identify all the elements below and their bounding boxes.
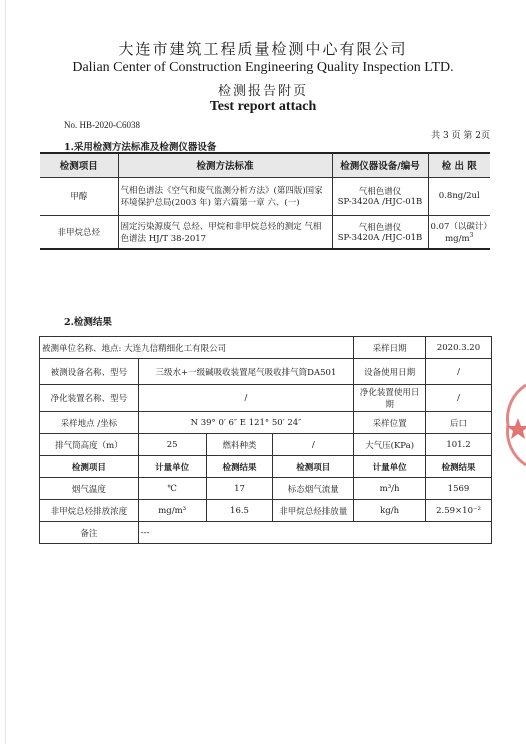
unit-label: 被测单位名称、地点: [42, 343, 122, 354]
sample-date-label: 采样日期 [354, 337, 426, 359]
col-header-item: 检测项目 [40, 153, 118, 177]
purifier-date-label: 净化装置使用日期 [354, 385, 426, 412]
result-value: 1569 [426, 478, 492, 500]
method-standard: 气相色谱法《空气和废气监测分析方法》(第四版)国家环境保护总局(2003 年) 第六篇第一章 六、(一) [118, 177, 332, 215]
method-limit-cell [428, 215, 490, 249]
purifier-date-value: / [426, 385, 492, 412]
results-height-row [40, 434, 492, 456]
limit-unit-sup: 3 [469, 231, 474, 239]
section2-title: 2.检测结果 [64, 317, 112, 328]
method-item: 甲醇 [40, 177, 118, 215]
result-col-header: 检测项目 [273, 456, 354, 478]
site-value: N 39° 0′ 6″ E 121° 50′ 24″ [138, 412, 353, 434]
result-col-header: 检测结果 [206, 456, 273, 478]
result-item: 非甲烷总烃排放浓度 [40, 500, 139, 522]
method-instrument: 气相色谱仪 SP-3420A /HJC-01B [332, 215, 428, 249]
device-date-label: 设备使用日期 [354, 359, 426, 385]
results-header-row [40, 456, 492, 478]
position-value: 后口 [426, 412, 492, 434]
company-name-cn: 大连市建筑工程质量检测中心有限公司 [118, 40, 408, 58]
result-row [40, 478, 492, 500]
remark-label: 备注 [40, 522, 139, 544]
device-date-value: / [426, 359, 492, 385]
report-subtitle: 检测报告附页 [217, 84, 308, 99]
result-col-header: 计量单位 [354, 456, 426, 478]
method-row-nmhc [40, 215, 490, 249]
unit-value: 大连九信精细化工有限公司 [124, 343, 227, 354]
result-unit: kg/h [354, 500, 426, 522]
method-limit: 0.07（以碳计） [430, 221, 492, 232]
result-item: 烟气温度 [40, 478, 139, 500]
result-unit: ℃ [138, 478, 206, 500]
device-label: 被测设备名称、型号 [40, 359, 139, 385]
height-value: 25 [138, 434, 206, 456]
unit-cell [40, 337, 354, 359]
results-unit-row [40, 337, 492, 359]
result-value: 2.59×10⁻² [426, 500, 492, 522]
results-site-row [40, 412, 492, 434]
method-limit: 0.8ng/2ul [428, 177, 490, 215]
results-device-row [40, 359, 492, 385]
col-header-instrument: 检测仪器设备/编号 [332, 153, 428, 177]
result-unit: m³/h [354, 478, 426, 500]
red-stamp-fragment [496, 380, 526, 470]
result-col-header: 检测项目 [40, 456, 139, 478]
result-value: 17 [206, 478, 273, 500]
pressure-value: 101.2 [426, 434, 492, 456]
method-standard: 固定污染源废气 总烃、甲烷和非甲烷总烃的测定 气相色谱法 HJ/T 38-2017 [118, 215, 332, 249]
report-attach-title: Test report attach [209, 99, 317, 114]
method-table [40, 152, 490, 250]
method-row-methanol [40, 177, 490, 215]
col-header-limit: 检 出 限 [428, 153, 490, 177]
results-table [39, 336, 492, 544]
device-value: 三级水+一级碱吸收装置尾气吸收排气筒DA501 [138, 359, 353, 385]
pressure-label: 大气压(KPa) [354, 434, 426, 456]
result-col-header: 计量单位 [138, 456, 206, 478]
col-header-method: 检测方法标准 [118, 153, 332, 177]
company-name-en: Dalian Center of Construction Engineering Quality Inspection LTD. [72, 60, 454, 75]
fuel-label: 燃料种类 [206, 434, 273, 456]
result-row [40, 500, 492, 522]
fuel-value: / [273, 434, 354, 456]
site-label: 采样地点 /坐标 [40, 412, 139, 434]
method-limit-unit [431, 232, 489, 244]
section1-title: 1.采用检测方法标准及检测仪器设备 [64, 142, 217, 153]
report-number: No. HB-2020-C6038 [64, 120, 140, 130]
position-label: 采样位置 [354, 412, 426, 434]
result-item: 非甲烷总烃排放量 [273, 500, 354, 522]
purifier-value: / [138, 385, 353, 412]
result-col-header: 检测结果 [426, 456, 492, 478]
remark-value: --- [138, 522, 491, 544]
results-purifier-row [40, 385, 492, 412]
results-remark-row [40, 522, 492, 544]
height-label: 排气筒高度（m） [40, 434, 139, 456]
result-unit: mg/m³ [138, 500, 206, 522]
method-table-header [40, 153, 490, 177]
method-item: 非甲烷总烃 [40, 215, 118, 249]
page-info: 共 3 页 第 2页 [431, 131, 490, 141]
method-instrument: 气相色谱仪 SP-3420A /HJC-01B [332, 177, 428, 215]
result-item: 标态烟气流量 [273, 478, 354, 500]
sample-date-value: 2020.3.20 [426, 337, 492, 359]
result-value: 16.5 [206, 500, 273, 522]
purifier-label: 净化装置名称、型号 [40, 385, 139, 412]
limit-unit-text: mg/m [445, 233, 470, 244]
